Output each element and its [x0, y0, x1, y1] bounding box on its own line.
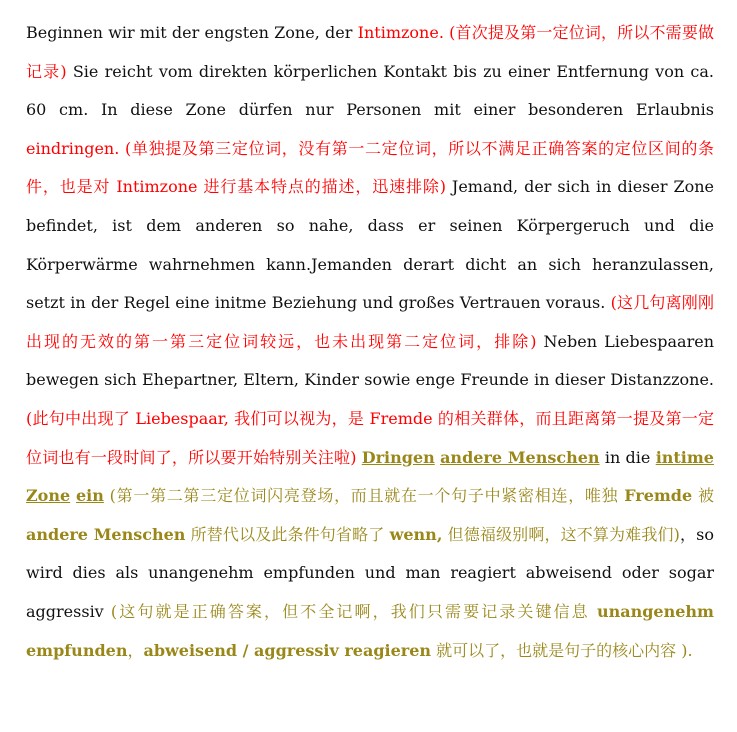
text-run: ，so wird dies als unangenehm empfunden und man reagiert abweisend oder sogar aggressiv: [26, 524, 714, 621]
keyword-unangenehm-empfunden: unangenehm empfunden: [26, 601, 714, 660]
annotation-answer: (这句就是正确答案，但不全记啊，我们只需要记录关键信息: [110, 601, 597, 621]
annotation-intimzone: Intimzone. (首次提及第一定位词，所以不需要做记录): [26, 23, 714, 81]
document-body: [26, 14, 714, 670]
annotation-olive: 但德福级别啊，这不算为难我们): [442, 524, 680, 544]
paragraph: [26, 14, 714, 670]
annotation-olive: 所替代以及此条件句省略了: [185, 524, 390, 544]
keyword-andere-menschen-bold: andere Menschen: [26, 524, 186, 544]
annotation-olive: 被: [692, 486, 714, 506]
text-run: Jemand, der sich in dieser Zone befindet, ist dem anderen so nahe, dass er seinen Körpergeruch und die Körperwärme wahrnehmen kann.Jemanden derart dicht an sich heranzulassen, setzt in der Regel eine initme Beziehung und großes Vertrauen voraus.: [26, 177, 714, 313]
keyword-dringen: Dringen: [361, 447, 435, 467]
keyword-fremde: Fremde: [624, 486, 693, 506]
text-run: Neben Liebespaaren bewegen sich Ehepartner, Eltern, Kinder sowie enge Freunde in dieser Distanzzone.: [26, 331, 714, 390]
annotation-answer-end: 就可以了，也就是句子的核心内容 ).: [431, 640, 693, 660]
text-run: Sie reicht vom direkten körperlichen Kontakt bis zu einer Entfernung von ca. 60 cm. In diese Zone dürfen nur Personen mit einer besonderen Erlaubnis: [26, 61, 715, 120]
annotation-eindringen: eindringen. (单独提及第三定位词，没有第一二定位词，所以不满足正确答案的定位区间的条件，也是对 Intimzone 进行基本特点的描述，迅速排除): [26, 138, 714, 197]
text-run: in die: [599, 447, 656, 467]
annotation-olive: (第一第二第三定位词闪亮登场，而且就在一个句子中紧密相连，唯独: [103, 486, 625, 506]
annotation-comma: ，: [127, 640, 144, 660]
text-run: Beginnen wir mit der engsten Zone, der: [26, 23, 358, 42]
keyword-intime-zone: intime Zone: [26, 447, 714, 506]
keyword-ein: ein: [75, 486, 104, 506]
annotation-exclude: (这几句离刚刚出现的无效的第一第三定位词较远，也未出现第二定位词，排除): [26, 293, 714, 351]
keyword-abweisend-aggressiv: abweisend / aggressiv reagieren: [143, 640, 432, 660]
annotation-liebespaar: (此句中出现了 Liebespaar, 我们可以视为，是 Fremde 的相关群体，而且距离第一提及第一定位词也有一段时间了，所以要开始特别关注啦): [26, 408, 714, 467]
keyword-andere-menschen: andere Menschen: [440, 447, 600, 467]
keyword-wenn: wenn,: [389, 524, 443, 544]
